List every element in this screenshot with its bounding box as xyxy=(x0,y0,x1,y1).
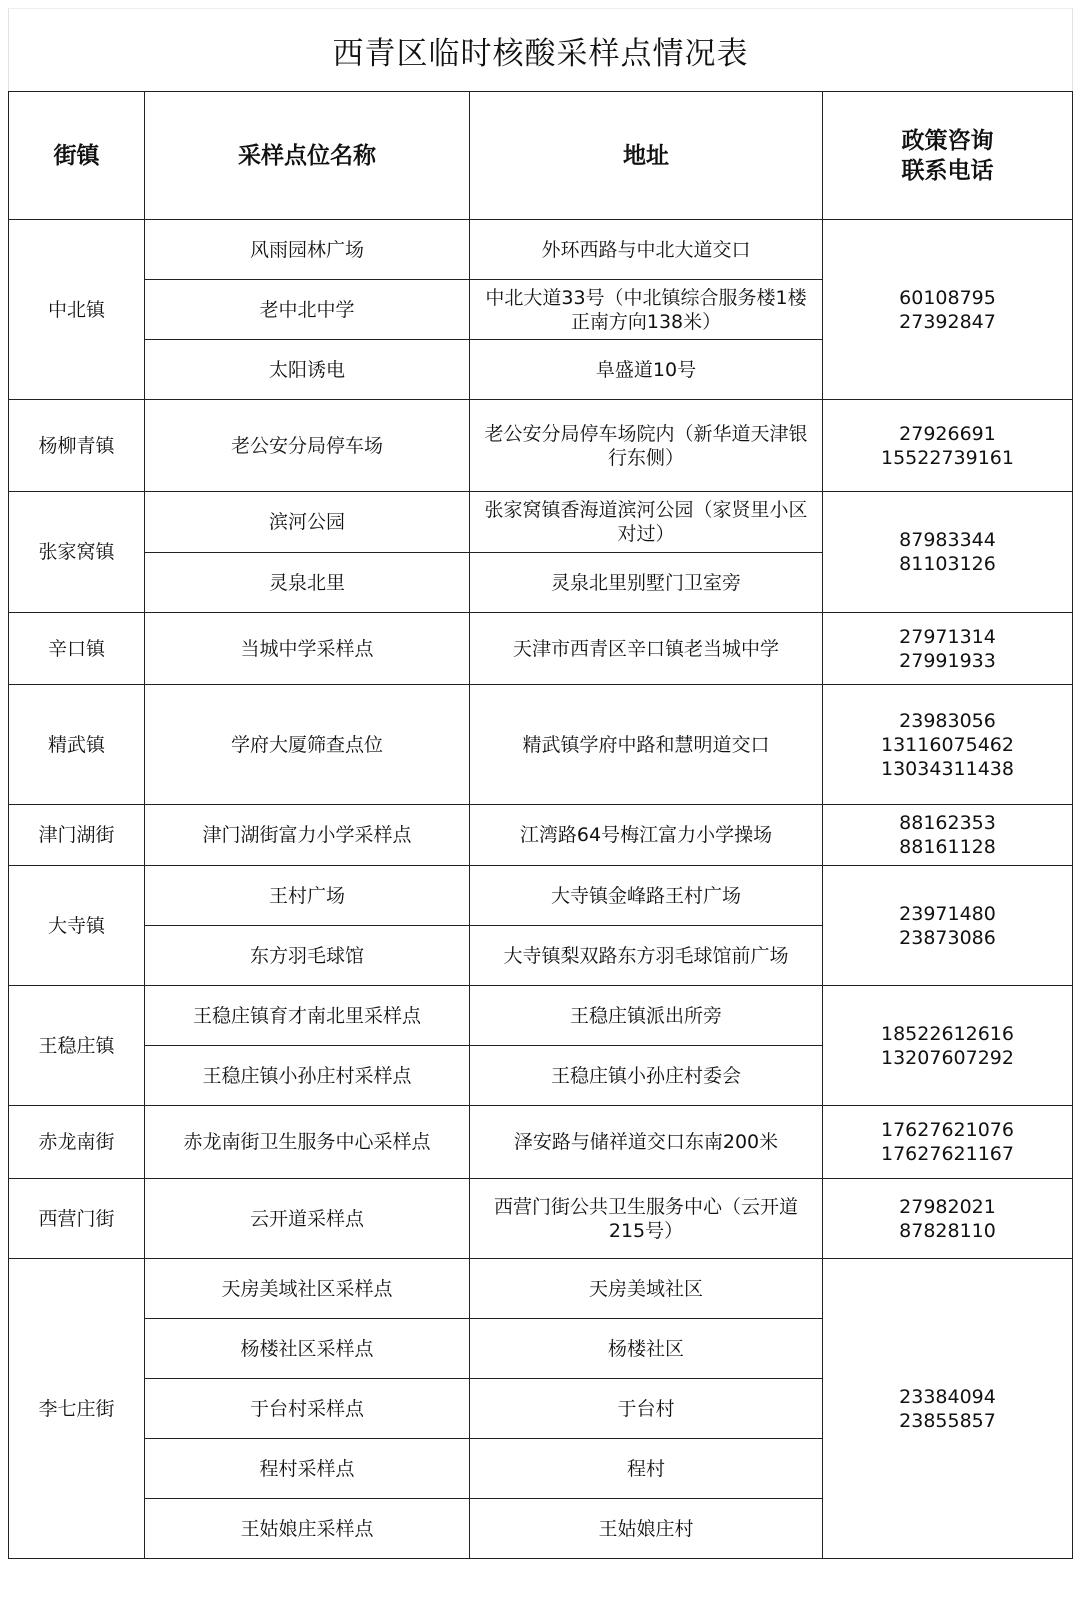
address-line: 天房美域社区 xyxy=(588,1277,703,1300)
address-line: 天津市西青区辛口镇老当城中学 xyxy=(512,637,779,660)
address-cell xyxy=(470,685,823,805)
site-name-cell: 杨楼社区采样点 xyxy=(145,1319,470,1379)
address-line-2: 215号） xyxy=(608,1219,684,1242)
phone-number: 87828110 xyxy=(899,1219,996,1242)
site-name-cell: 东方羽毛球馆 xyxy=(145,926,470,986)
site-name-cell: 赤龙南街卫生服务中心采样点 xyxy=(145,1106,470,1179)
address-line: 中北大道33号（中北镇综合服务楼1楼 xyxy=(485,286,807,309)
address-cell xyxy=(470,1179,823,1259)
town-cell: 杨柳青镇 xyxy=(9,400,145,492)
town-cell: 辛口镇 xyxy=(9,613,145,685)
phone-cell xyxy=(823,986,1073,1106)
address-cell xyxy=(470,805,823,866)
header-phone-line2: 联系电话 xyxy=(901,157,994,184)
site-name-cell: 津门湖街富力小学采样点 xyxy=(145,805,470,866)
table-row xyxy=(9,866,1073,926)
address-cell xyxy=(470,220,823,280)
site-name-cell: 老公安分局停车场 xyxy=(145,400,470,492)
site-name-cell: 王姑娘庄采样点 xyxy=(145,1499,470,1559)
address-cell xyxy=(470,926,823,986)
address-cell xyxy=(470,492,823,553)
phone-number: 88162353 xyxy=(899,812,996,834)
address-line: 江湾路64号梅江富力小学操场 xyxy=(519,824,773,846)
header-row xyxy=(9,92,1073,220)
phone-cell xyxy=(823,1259,1073,1559)
address-cell xyxy=(470,986,823,1046)
phone-cell xyxy=(823,866,1073,986)
phone-number: 87983344 xyxy=(899,529,996,551)
town-cell: 王稳庄镇 xyxy=(9,986,145,1106)
address-line: 王稳庄镇派出所旁 xyxy=(569,1004,722,1027)
phone-cell xyxy=(823,492,1073,613)
table-row xyxy=(9,1106,1073,1179)
site-name-cell: 于台村采样点 xyxy=(145,1379,470,1439)
address-line: 大寺镇梨双路东方羽毛球馆前广场 xyxy=(503,944,789,967)
phone-number: 27991933 xyxy=(899,649,996,672)
address-line: 泽安路与储祥道交口东南200米 xyxy=(513,1131,779,1153)
site-name-cell: 灵泉北里 xyxy=(145,553,470,613)
table-row xyxy=(9,986,1073,1046)
address-cell xyxy=(470,866,823,926)
table-row xyxy=(9,492,1073,553)
header-site-name: 采样点位名称 xyxy=(145,92,470,220)
town-cell: 中北镇 xyxy=(9,220,145,400)
page-title: 西青区临时核酸采样点情况表 xyxy=(8,8,1073,91)
site-name-cell: 程村采样点 xyxy=(145,1439,470,1499)
address-cell xyxy=(470,1106,823,1179)
site-name-cell: 王村广场 xyxy=(145,866,470,926)
address-cell xyxy=(470,1259,823,1319)
address-line: 王稳庄镇小孙庄村委会 xyxy=(550,1064,741,1087)
table-row xyxy=(9,220,1073,280)
phone-number: 27926691 xyxy=(899,422,996,445)
phone-number: 23873086 xyxy=(899,926,996,949)
phone-cell xyxy=(823,805,1073,866)
town-cell: 津门湖街 xyxy=(9,805,145,866)
phone-number: 81103126 xyxy=(899,553,996,575)
phone-number: 23855857 xyxy=(899,1409,996,1432)
address-line: 张家窝镇香海道滨河公园（家贤里小区 xyxy=(484,499,808,521)
table-row xyxy=(9,1179,1073,1259)
address-line-2: 对过） xyxy=(617,523,675,545)
address-line: 老公安分局停车场院内（新华道天津银 xyxy=(484,422,808,445)
address-line: 王姑娘庄村 xyxy=(598,1517,694,1540)
site-name-cell: 王稳庄镇育才南北里采样点 xyxy=(145,986,470,1046)
address-line-2: 行东侧） xyxy=(607,446,684,469)
address-cell xyxy=(470,1499,823,1559)
phone-number: 60108795 xyxy=(899,286,996,309)
phone-number: 15522739161 xyxy=(881,446,1014,469)
phone-cell xyxy=(823,1106,1073,1179)
phone-cell xyxy=(823,1179,1073,1259)
table-row xyxy=(9,685,1073,805)
site-name-cell: 风雨园林广场 xyxy=(145,220,470,280)
address-line: 灵泉北里别墅门卫室旁 xyxy=(550,571,741,594)
header-phone-line1: 政策咨询 xyxy=(901,127,994,154)
town-cell: 西营门街 xyxy=(9,1179,145,1259)
header-town: 街镇 xyxy=(9,92,145,220)
address-line: 于台村 xyxy=(617,1397,675,1420)
address-line: 精武镇学府中路和慧明道交口 xyxy=(522,733,770,756)
town-cell: 赤龙南街 xyxy=(9,1106,145,1179)
address-line: 阜盛道10号 xyxy=(595,358,697,381)
address-cell xyxy=(470,1046,823,1106)
address-cell xyxy=(470,400,823,492)
table-row xyxy=(9,613,1073,685)
phone-number: 88161128 xyxy=(899,836,996,858)
address-cell xyxy=(470,553,823,613)
sampling-sites-table xyxy=(8,91,1073,1559)
phone-number: 17627621167 xyxy=(881,1143,1014,1165)
phone-number: 27971314 xyxy=(899,625,996,648)
site-name-cell: 滨河公园 xyxy=(145,492,470,553)
address-line-2: 正南方向138米） xyxy=(570,310,722,333)
table-row xyxy=(9,1259,1073,1319)
site-name-cell: 天房美域社区采样点 xyxy=(145,1259,470,1319)
site-name-cell: 王稳庄镇小孙庄村采样点 xyxy=(145,1046,470,1106)
address-line: 西营门街公共卫生服务中心（云开道 xyxy=(493,1195,798,1218)
address-cell xyxy=(470,1439,823,1499)
phone-number: 23384094 xyxy=(899,1385,996,1408)
town-cell: 张家窝镇 xyxy=(9,492,145,613)
address-line: 程村 xyxy=(626,1457,665,1480)
phone-number: 27982021 xyxy=(899,1195,996,1218)
town-cell: 精武镇 xyxy=(9,685,145,805)
phone-number: 23971480 xyxy=(899,902,996,925)
phone-number: 13116075462 xyxy=(881,733,1014,756)
phone-number: 17627621076 xyxy=(881,1119,1014,1141)
phone-number: 27392847 xyxy=(899,310,996,333)
town-cell: 大寺镇 xyxy=(9,866,145,986)
site-name-cell: 云开道采样点 xyxy=(145,1179,470,1259)
header-address: 地址 xyxy=(470,92,823,220)
site-name-cell: 老中北中学 xyxy=(145,280,470,340)
site-name-cell: 学府大厦筛查点位 xyxy=(145,685,470,805)
address-cell xyxy=(470,340,823,400)
phone-cell xyxy=(823,613,1073,685)
town-cell: 李七庄街 xyxy=(9,1259,145,1559)
header-phone xyxy=(823,92,1073,220)
table-row xyxy=(9,805,1073,866)
site-name-cell: 当城中学采样点 xyxy=(145,613,470,685)
phone-number: 13034311438 xyxy=(881,757,1014,780)
phone-cell xyxy=(823,685,1073,805)
address-cell xyxy=(470,1379,823,1439)
table-row xyxy=(9,400,1073,492)
site-name-cell: 太阳诱电 xyxy=(145,340,470,400)
address-cell xyxy=(470,280,823,340)
phone-cell xyxy=(823,400,1073,492)
address-line: 外环西路与中北大道交口 xyxy=(541,238,751,261)
phone-number: 13207607292 xyxy=(881,1046,1014,1069)
phone-number: 18522612616 xyxy=(881,1022,1014,1045)
address-line: 杨楼社区 xyxy=(607,1337,684,1360)
phone-cell xyxy=(823,220,1073,400)
address-cell xyxy=(470,1319,823,1379)
phone-number: 23983056 xyxy=(899,709,996,732)
address-line: 大寺镇金峰路王村广场 xyxy=(550,884,741,907)
address-cell xyxy=(470,613,823,685)
